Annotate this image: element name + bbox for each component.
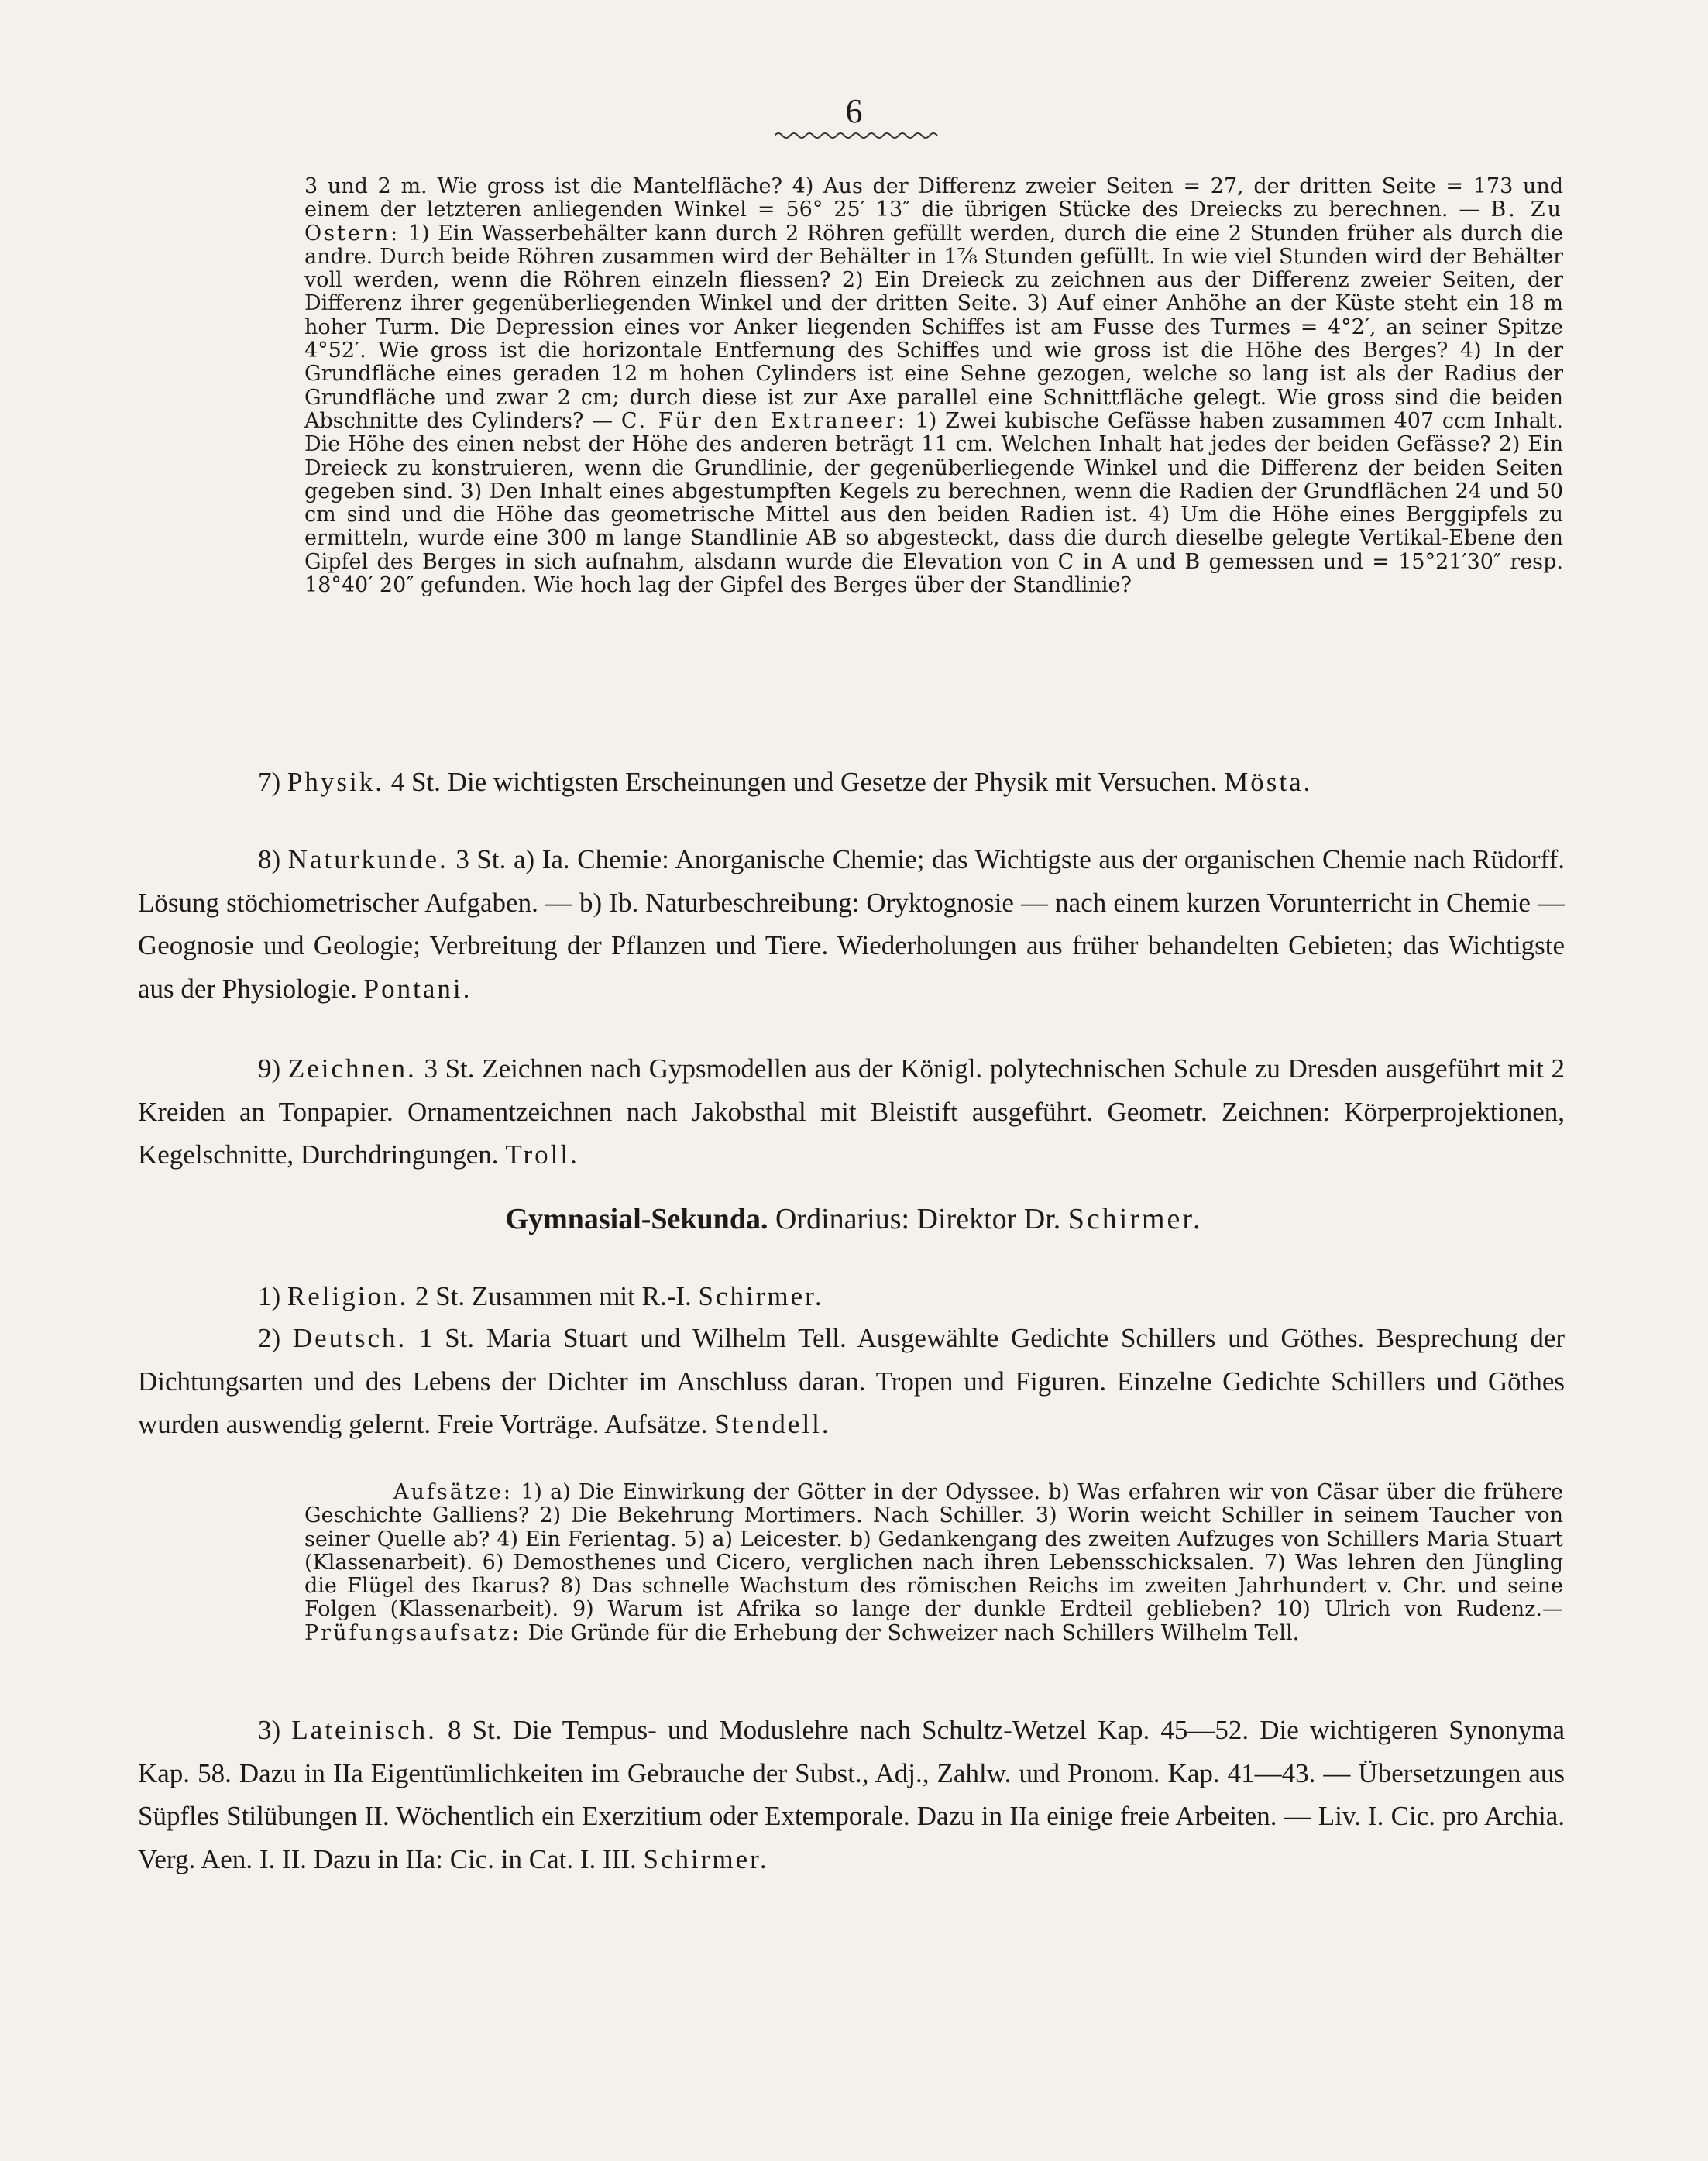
- religion-label: Religion.: [287, 1281, 409, 1311]
- naturkunde-num: 8): [258, 844, 281, 874]
- religion-num: 1): [258, 1281, 281, 1311]
- naturkunde-paragraph: [138, 838, 1565, 1010]
- latein-hours: 8 St.: [448, 1715, 502, 1745]
- physik-section: [138, 761, 1565, 804]
- physik-text: Die wichtigsten Erscheinungen und Gesetze der Physik mit Versuchen.: [447, 767, 1218, 797]
- aufsaetze-paragraph: [304, 1481, 1563, 1645]
- wavy-rule: [775, 130, 941, 141]
- religion-teacher: Schirmer.: [698, 1281, 824, 1311]
- aufsaetze-label: Aufsätze:: [393, 1480, 513, 1504]
- physik-num: 7): [258, 767, 281, 797]
- naturkunde-teacher: Pontani.: [363, 973, 473, 1004]
- section-ordinarius: Ordinarius: Direktor Dr.: [775, 1203, 1061, 1235]
- zeichnen-hours: 3 St.: [424, 1053, 475, 1084]
- aufsaetze-text: 1) a) Die Einwirkung der Götter in der Odyssee. b) Was erfahren wir von Cäsar über die frühere Geschichte Galliens? 2) Die Bekehrung Mortimers. Nach Schiller. 3) Worin weicht Schiller in seinem Taucher von seiner Quelle ab? 4) Ein Ferientag. 5) a) Leicester. b) Gedankengang des zweiten Aufzuges von Schillers Maria Stuart (Klassenarbeit). 6) Demosthenes und Cicero, verglichen nach ihren Lebensschicksalen. 7) Was lehren den Jüngling die Flügel des Ikarus? 8) Das schnelle Wachstum des römischen Reichs im zweiten Jahrhundert v. Chr. und seine Folgen (Klassenarbeit). 9) Warum ist Afrika so lange der dunkle Erdteil geblieben? 10) Ulrich von Rudenz.—: [304, 1480, 1563, 1622]
- zeichnen-paragraph: [138, 1047, 1565, 1177]
- latein-num: 3): [258, 1715, 281, 1745]
- physik-label: Physik.: [287, 767, 384, 797]
- religion-text: Zusammen mit R.-I.: [471, 1281, 692, 1311]
- deutsch-label: Deutsch.: [292, 1323, 407, 1353]
- latein-text: Die Tempus- und Moduslehre nach Schultz-Wetzel Kap. 45—52. Die wichtigeren Synonyma Kap. 58. Dazu in IIa Eigentümlichkeiten im Gebrauche der Subst., Adj., Zahlw. und Pronom. Kap. 41—43. — Übersetzungen aus Süpfles Stilübungen II. Wöchentlich ein Exerzitium oder Extemporale. Dazu in IIa einige freie Arbeiten. — Liv. I. Cic. pro Archia. Verg. Aen. I. II. Dazu in IIa: Cic. in Cat. I. III.: [138, 1715, 1565, 1874]
- math-problems-block: [304, 175, 1563, 597]
- physik-hours: 4 St.: [390, 767, 441, 797]
- latein-teacher: Schirmer.: [643, 1843, 769, 1874]
- zeichnen-label: Zeichnen.: [287, 1053, 417, 1084]
- physik-teacher: Mösta.: [1224, 767, 1313, 797]
- aufsaetze-block: [304, 1481, 1563, 1645]
- section-ordinarius-name: Schirmer.: [1067, 1203, 1203, 1235]
- extraneer-label: C. Für den Extraneer:: [620, 408, 907, 433]
- zeichnen-teacher: Troll.: [505, 1139, 579, 1170]
- deutsch-section: [138, 1317, 1565, 1446]
- latein-label: Lateinisch.: [291, 1715, 437, 1745]
- religion-paragraph: [138, 1275, 1565, 1318]
- section-title: Gymnasial-Sekunda.: [505, 1203, 768, 1235]
- physik-paragraph: [138, 761, 1565, 804]
- ostern-label: B. Zu Ostern:: [304, 198, 1563, 246]
- pruefungsaufsatz-text: Die Gründe für die Erhebung der Schweizer nach Schillers Wilhelm Tell.: [521, 1620, 1300, 1645]
- latein-section: [138, 1709, 1565, 1881]
- naturkunde-label: Naturkunde.: [287, 844, 448, 874]
- deutsch-teacher: Stendell.: [714, 1409, 831, 1439]
- zeichnen-text: Zeichnen nach Gypsmodellen aus der Königl. polytechnischen Schule zu Dresden ausgeführt mit 2 Kreiden an Tonpapier. Ornamentzeichnen nach Jakobsthal mit Bleistift ausgeführt. Geometr. Zeichnen: Körperprojektionen, Kegelschnitte, Durchdringungen.: [138, 1053, 1565, 1170]
- latein-paragraph: [138, 1709, 1565, 1881]
- deutsch-hours: 1 St.: [419, 1323, 475, 1353]
- deutsch-paragraph: [138, 1317, 1565, 1446]
- deutsch-num: 2): [258, 1323, 281, 1353]
- math-text-b: 1) Ein Wasserbehälter kann durch 2 Röhren gefüllt werden, durch die eine 2 Stunden früher als durch die andre. Durch beide Röhren zusammen wird der Behälter in 1⅞ Stunden gefüllt. In wie viel Stunden wird der Behälter voll werden, wenn die Röhren einzeln fliessen? 2) Ein Dreieck zu zeichnen aus der Differenz zweier Seiten, der Differenz ihrer gegenüberliegenden Winkel und der dritten Seite. 3) Auf einer Anhöhe an der Küste steht ein 18 m hoher Turm. Die Depression eines vor Anker liegenden Schiffes ist am Fusse des Turmes = 4°2′, an seiner Spitze 4°52′. Wie gross ist die horizontale Entfernung des Schiffes und wie gross ist die Höhe des Berges? 4) In der Grundfläche eines geraden 12 m hohen Cylinders ist eine Sehne gezogen, welche so lang ist als der Radius der Grundfläche und zwar 2 cm; durch diese ist zur Axe parallel eine Schnittfläche gelegt. Wie gross sind die beiden Abschnitte des Cylinders? —: [304, 221, 1563, 433]
- deutsch-text: Maria Stuart und Wilhelm Tell. Ausgewählte Gedichte Schillers und Göthes. Besprechung der Dichtungsarten und des Lebens der Dichter im Anschluss daran. Tropen und Figuren. Einzelne Gedichte Schillers und Göthes wurden auswendig gelernt. Freie Vorträge. Aufsätze.: [138, 1323, 1565, 1439]
- naturkunde-hours: 3 St.: [455, 844, 507, 874]
- naturkunde-section: [138, 838, 1565, 1010]
- religion-section: [138, 1275, 1565, 1318]
- math-text-c: 1) Zwei kubische Gefässe haben zusammen 407 ccm Inhalt. Die Höhe des einen nebst der Höhe des anderen beträgt 11 cm. Welchen Inhalt hat jedes der beiden Gefässe? 2) Ein Dreieck zu konstruieren, wenn die Grundlinie, der gegenüberliegende Winkel und die Differenz der beiden Seiten gegeben sind. 3) Den Inhalt eines abgestumpften Kegels zu berechnen, wenn die Radien der Grundflächen 24 und 50 cm sind und die Höhe das geometrische Mittel aus den beiden Radien ist. 4) Um die Höhe eines Berggipfels zu ermitteln, wurde eine 300 m lange Standlinie AB so abgesteckt, dass die durch dieselbe gelegte Vertikal-Ebene den Gipfel des Berges in sich aufnahm, alsdann wurde die Elevation von C in A und B gemessen und = 15°21′30″ resp. 18°40′ 20″ gefunden. Wie hoch lag der Gipfel des Berges über der Standlinie?: [304, 408, 1563, 598]
- section-heading: [0, 1202, 1708, 1236]
- math-text-a: 3 und 2 m. Wie gross ist die Mantelfläche? 4) Aus der Differenz zweier Seiten = 27, der dritten Seite = 173 und einem der letzteren anliegenden Winkel = 56° 25′ 13″ die übrigen Stücke des Dreiecks zu berechnen. —: [304, 174, 1563, 222]
- zeichnen-section: [138, 1047, 1565, 1177]
- page-number: 6: [845, 92, 863, 130]
- naturkunde-text: a) Ia. Chemie: Anorganische Chemie; das Wichtigste aus der organischen Chemie nach Rüdorff. Lösung stöchiometrischer Aufgaben. — b) Ib. Naturbeschreibung: Oryktognosie — nach einem kurzen Vorunterricht in Chemie — Geognosie und Geologie; Verbreitung der Pflanzen und Tiere. Wiederholungen aus früher behandelten Gebieten; das Wichtigste aus der Physiologie.: [138, 844, 1565, 1004]
- zeichnen-num: 9): [258, 1053, 281, 1084]
- math-problems-paragraph: [304, 175, 1563, 597]
- pruefungsaufsatz-label: Prüfungsaufsatz:: [304, 1620, 521, 1645]
- religion-hours: 2 St.: [414, 1281, 466, 1311]
